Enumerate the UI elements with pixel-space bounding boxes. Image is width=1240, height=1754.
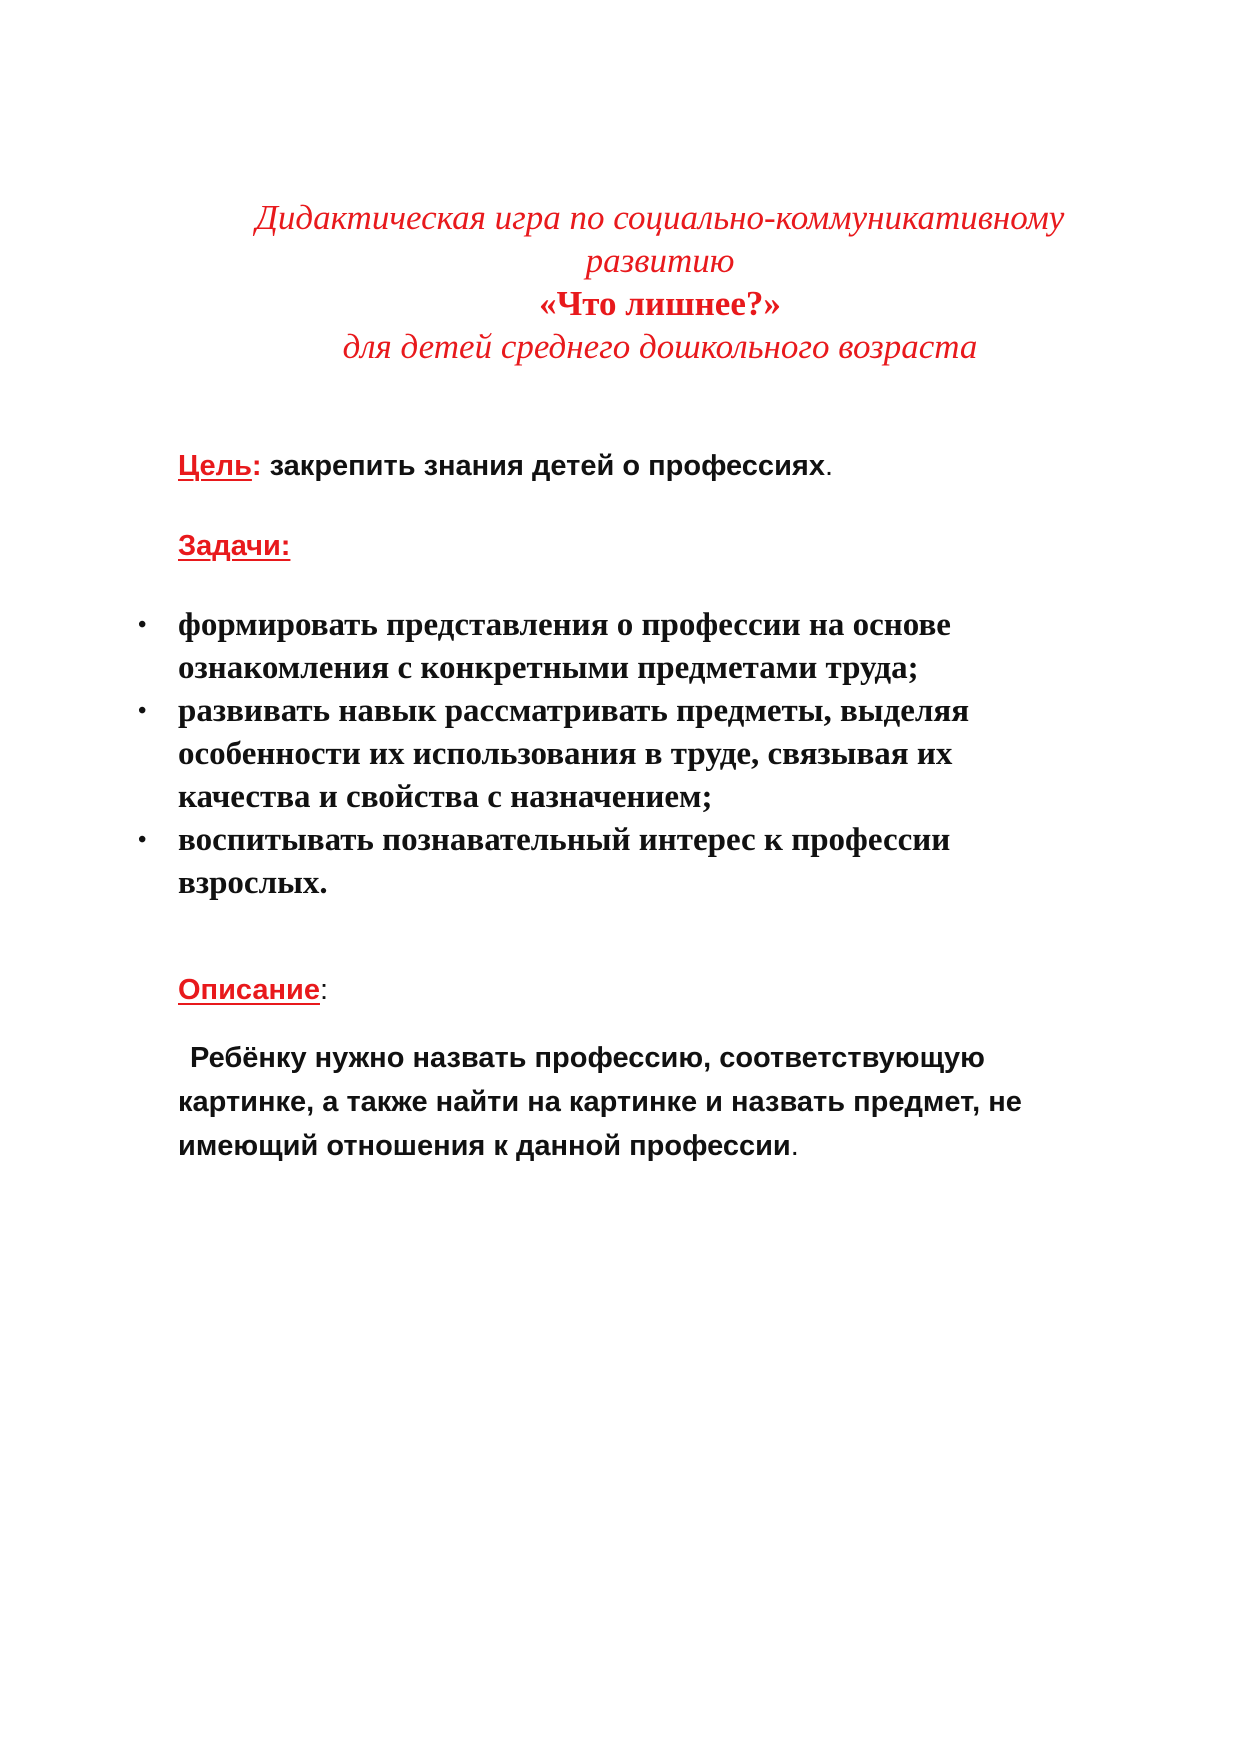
description-period: . [790, 1130, 799, 1162]
bullet-icon: • [138, 612, 147, 638]
description-colon: : [319, 974, 329, 1006]
description-line-3: имеющий отношения к данной профессии [178, 1130, 791, 1162]
goal-colon: : [251, 450, 262, 482]
tasks-heading: Задачи: [178, 530, 291, 562]
description-line-2: картинке, а также найти на картинке и назвать предмет, не [178, 1086, 1022, 1118]
task-3-line-1: воспитывать познавательный интерес к профессии [178, 822, 951, 858]
goal-label: Цель [178, 450, 252, 482]
task-item-2 [132, 690, 1132, 819]
document-title [160, 196, 1160, 368]
task-2-line-2: особенности их использования в труде, связывая их [178, 736, 953, 772]
bullet-icon: • [138, 698, 147, 724]
description-text [178, 1036, 1178, 1168]
title-line-4: для детей среднего дошкольного возраста [342, 327, 978, 366]
task-3-line-2: взрослых. [178, 865, 328, 901]
goal-paragraph [178, 446, 833, 486]
title-line-2: развитию [585, 241, 735, 280]
task-item-3 [132, 819, 1132, 905]
goal-period: . [824, 450, 834, 482]
task-2-line-1: развивать навык рассматривать предметы, выделяя [178, 693, 970, 729]
task-1-line-2: ознакомления с конкретными предметами труда; [178, 650, 919, 686]
goal-text: закрепить знания детей о профессиях [261, 450, 825, 482]
description-heading [178, 970, 328, 1010]
description-label: Описание [178, 974, 320, 1006]
title-line-1: Дидактическая игра по социально-коммуникативному [255, 198, 1065, 237]
game-name: «Что лишнее?» [539, 284, 781, 323]
tasks-list [132, 604, 1132, 905]
task-1-line-1: формировать представления о профессии на основе [178, 607, 951, 643]
description-line-1: Ребёнку нужно назвать профессию, соответствующую [190, 1042, 985, 1074]
bullet-icon: • [138, 827, 147, 853]
task-item-1 [132, 604, 1132, 690]
task-2-line-3: качества и свойства с назначением; [178, 779, 713, 815]
